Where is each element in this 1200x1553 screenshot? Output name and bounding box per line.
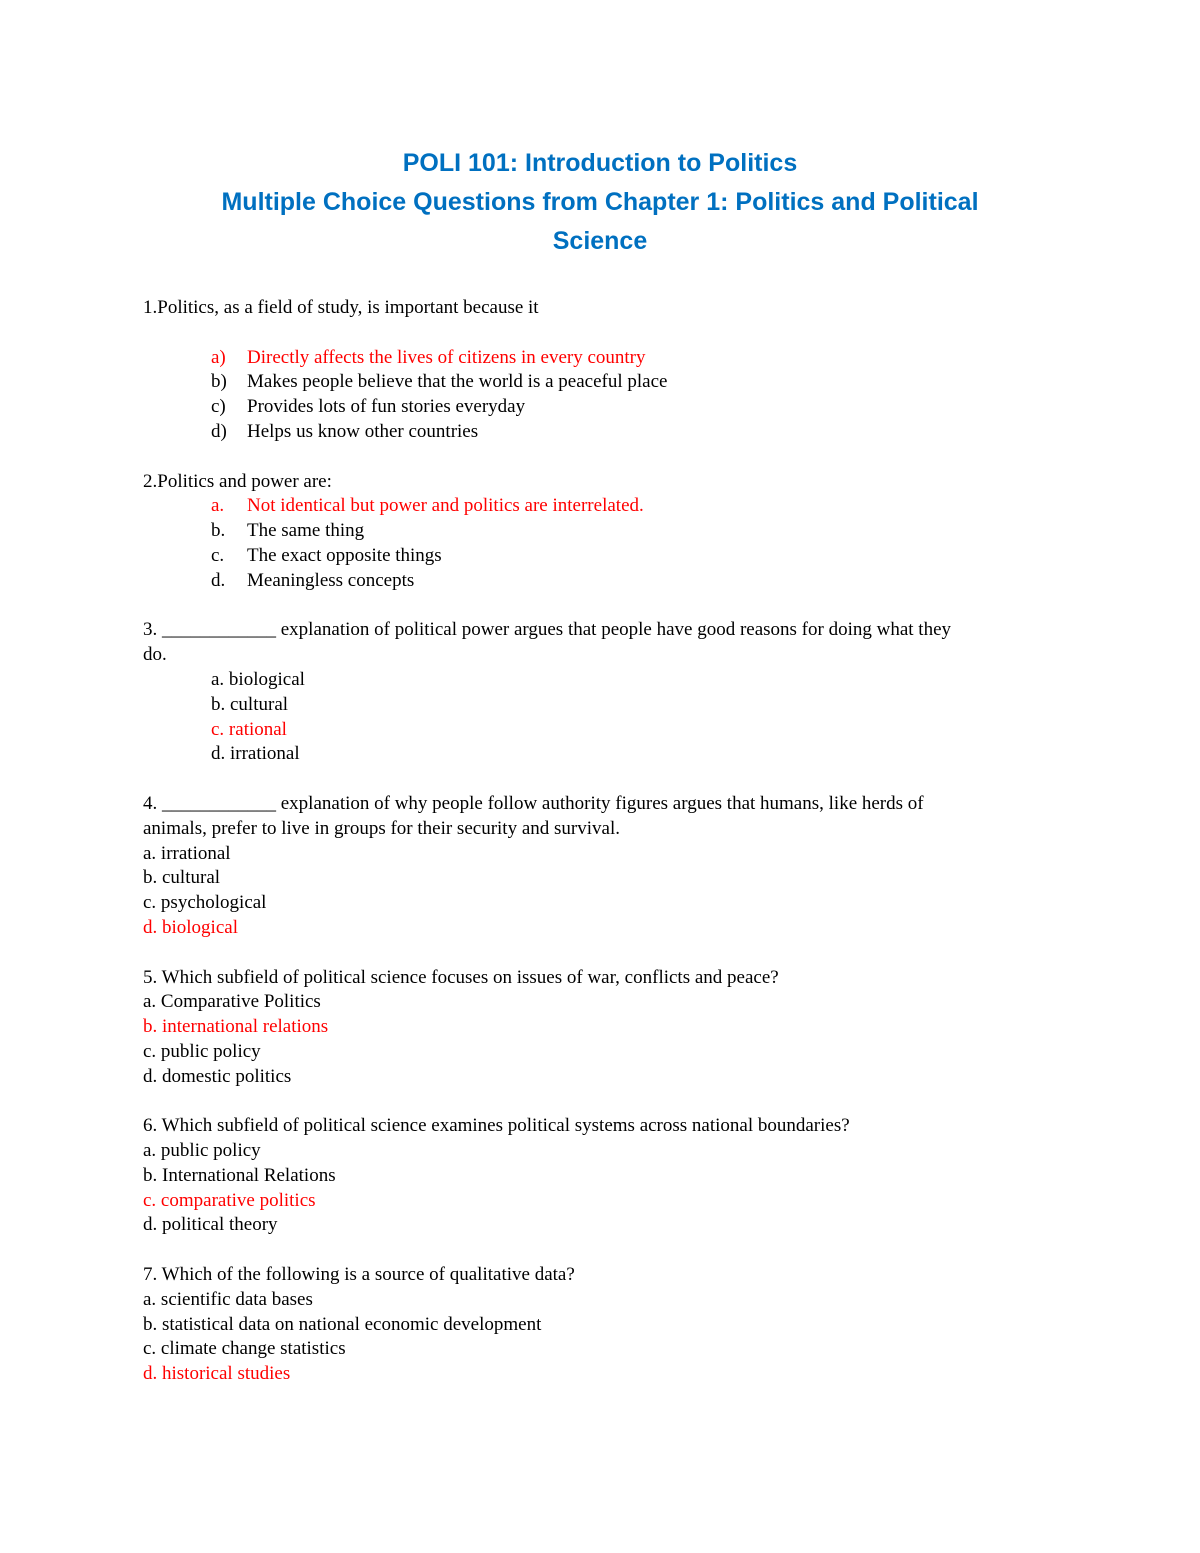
answer-option <box>143 494 1063 519</box>
option-label: b) <box>211 371 227 393</box>
answer-option <box>143 544 1063 569</box>
answer-option: d. political theory <box>143 1214 278 1236</box>
document-subtitle-continued: Science <box>552 227 648 255</box>
option-text: Provides lots of fun stories everyday <box>247 396 526 418</box>
answer-option: a. public policy <box>143 1140 261 1162</box>
answer-option: c. rational <box>211 718 287 740</box>
answer-option: d. irrational <box>211 743 300 765</box>
option-text: Not identical but power and politics are interrelated. <box>247 495 644 517</box>
question-text-continued: do. <box>143 644 167 666</box>
option-label: a) <box>211 346 226 368</box>
option-text: Makes people believe that the world is a peaceful place <box>247 371 668 393</box>
option-text: Helps us know other countries <box>247 420 479 442</box>
option-label: d) <box>211 420 227 442</box>
answer-option <box>143 420 1063 445</box>
answer-option: b. international relations <box>143 1016 329 1038</box>
course-title: POLI 101: Introduction to Politics <box>402 149 798 177</box>
question-list <box>143 296 1063 1387</box>
answer-option: b. International Relations <box>143 1164 336 1186</box>
question-text: 4. ____________ explanation of why people follow authority figures argues that humans, like herds of <box>143 792 924 814</box>
question-text: 7. Which of the following is a source of qualitative data? <box>143 1264 575 1286</box>
option-label: b. <box>211 520 226 542</box>
question-text: 2.Politics and power are: <box>143 470 332 492</box>
question-text: 1.Politics, as a field of study, is important because it <box>143 297 539 318</box>
answer-option: c. psychological <box>143 892 267 914</box>
option-label: c. <box>211 544 225 566</box>
question-2 <box>143 470 1063 594</box>
answer-option: a. Comparative Politics <box>143 991 321 1013</box>
option-label: a. <box>211 495 225 517</box>
question-5 <box>143 966 1063 1090</box>
answer-option <box>143 519 1063 544</box>
document-subtitle: Multiple Choice Questions from Chapter 1: Politics and Political <box>221 188 979 216</box>
question-6 <box>143 1114 1063 1238</box>
answer-option: a. biological <box>211 668 305 690</box>
option-text: The exact opposite things <box>247 544 442 566</box>
document-header <box>0 144 1200 261</box>
answer-option: c. climate change statistics <box>143 1338 346 1360</box>
answer-option: d. biological <box>143 916 238 938</box>
question-3 <box>143 618 1063 767</box>
option-label: c) <box>211 396 226 418</box>
question-7 <box>143 1263 1063 1387</box>
question-text-continued: animals, prefer to live in groups for their security and survival. <box>143 817 620 839</box>
answer-option <box>143 370 1063 395</box>
question-text: 5. Which subfield of political science focuses on issues of war, conflicts and peace? <box>143 966 779 988</box>
answer-option <box>143 346 1063 371</box>
answer-option: d. historical studies <box>143 1363 291 1385</box>
question-text: 6. Which subfield of political science examines political systems across national boundaries? <box>143 1115 850 1137</box>
option-label: d. <box>211 569 226 591</box>
answer-option <box>143 395 1063 420</box>
answer-option: b. cultural <box>211 693 289 715</box>
answer-option: b. statistical data on national economic development <box>143 1313 542 1335</box>
answer-option: c. public policy <box>143 1040 261 1062</box>
option-text: Directly affects the lives of citizens in every country <box>247 346 646 368</box>
answer-option <box>143 569 1063 594</box>
option-text: The same thing <box>247 520 365 542</box>
answer-option: c. comparative politics <box>143 1189 316 1211</box>
answer-option: d. domestic politics <box>143 1065 292 1087</box>
option-text: Meaningless concepts <box>247 569 415 591</box>
question-text: 3. ____________ explanation of political power argues that people have good reasons for doing what they <box>143 619 952 641</box>
answer-option: a. scientific data bases <box>143 1288 313 1310</box>
question-1 <box>143 296 1063 445</box>
answer-option: b. cultural <box>143 867 221 889</box>
question-4 <box>143 792 1063 941</box>
answer-option: a. irrational <box>143 842 231 864</box>
